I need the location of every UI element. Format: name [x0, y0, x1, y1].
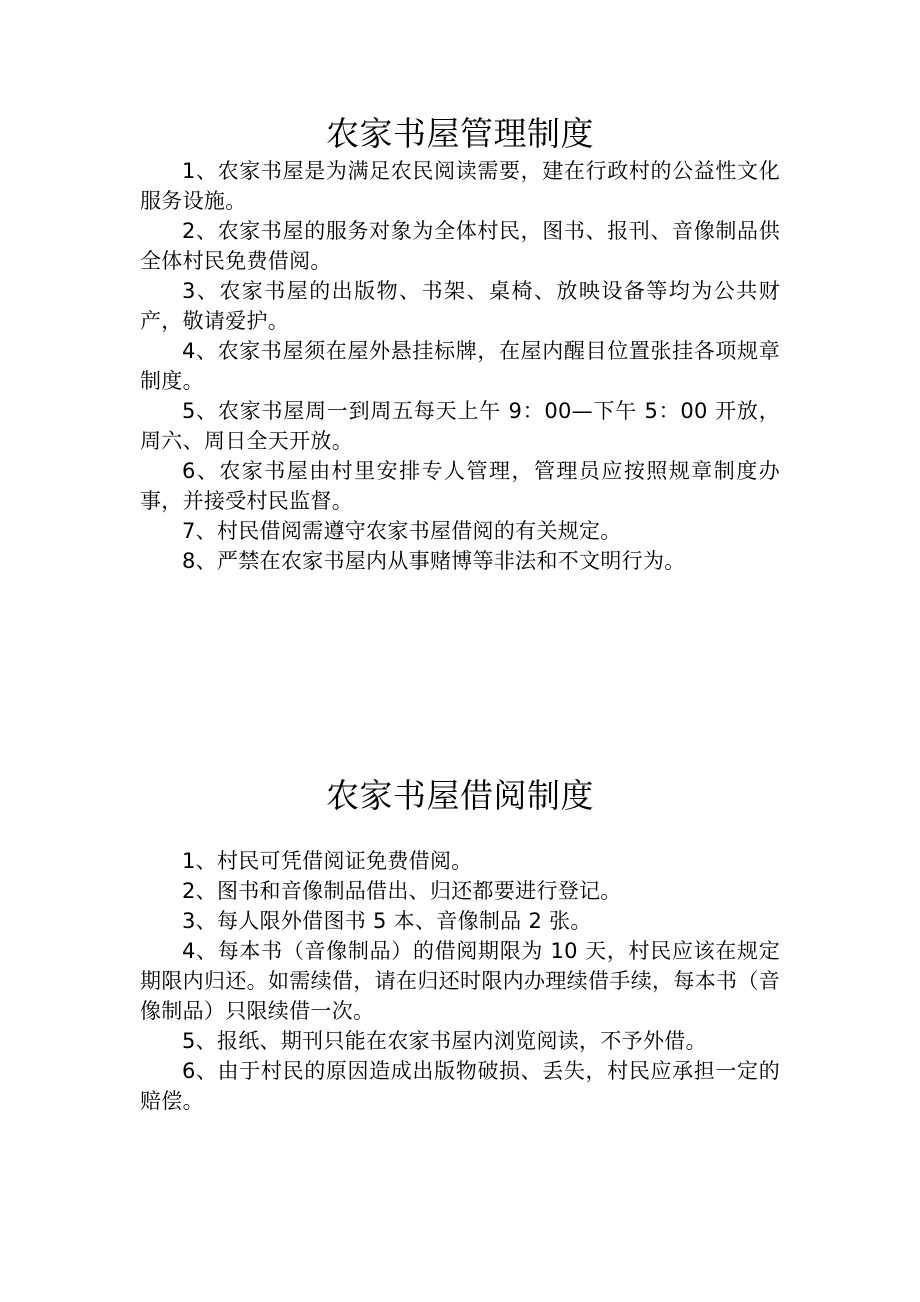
- management-rules-section: [140, 112, 780, 576]
- management-rule-4: 4、农家书屋须在屋外悬挂标牌，在屋内醒目位置张挂各项规章制度。: [140, 339, 780, 393]
- borrowing-rule-2: 2、图书和音像制品借出、归还都要进行登记。: [182, 879, 622, 903]
- borrowing-rule-3: 3、每人限外借图书 5 本、音像制品 2 张。: [182, 909, 592, 933]
- management-rule-6: 6、农家书屋由村里安排专人管理，管理员应按照规章制度办事，并接受村民监督。: [140, 459, 780, 513]
- borrowing-rule-4: 4、每本书（音像制品）的借阅期限为 10 天，村民应该在规定期限内归还。如需续借，请在归还时限内办理续借手续，每本书（音像制品）只限续借一次。: [140, 939, 780, 1023]
- management-rules-title: 农家书屋管理制度: [326, 114, 594, 153]
- management-rule-7: 7、村民借阅需遵守农家书屋借阅的有关规定。: [182, 519, 622, 543]
- management-rule-8: 8、严禁在农家书屋内从事赌博等非法和不文明行为。: [182, 549, 686, 573]
- borrowing-rule-1: 1、村民可凭借阅证免费借阅。: [182, 849, 473, 873]
- management-rule-1: 1、农家书屋是为满足农民阅读需要，建在行政村的公益性文化服务设施。: [140, 159, 780, 213]
- management-rule-5: 5、农家书屋周一到周五每天上午 9：00—下午 5：00 开放，周六、周日全天开放。: [140, 399, 780, 453]
- management-rule-3: 3、农家书屋的出版物、书架、桌椅、放映设备等均为公共财产，敬请爱护。: [140, 279, 780, 333]
- management-rule-2: 2、农家书屋的服务对象为全体村民，图书、报刊、音像制品供全体村民免费借阅。: [140, 219, 780, 273]
- borrowing-rule-6: 6、由于村民的原因造成出版物破损、丢失，村民应承担一定的赔偿。: [140, 1059, 780, 1113]
- borrowing-rule-5: 5、报纸、期刊只能在农家书屋内浏览阅读，不予外借。: [182, 1029, 707, 1053]
- borrowing-rules-section: [140, 774, 780, 1116]
- borrowing-rules-title: 农家书屋借阅制度: [326, 776, 594, 815]
